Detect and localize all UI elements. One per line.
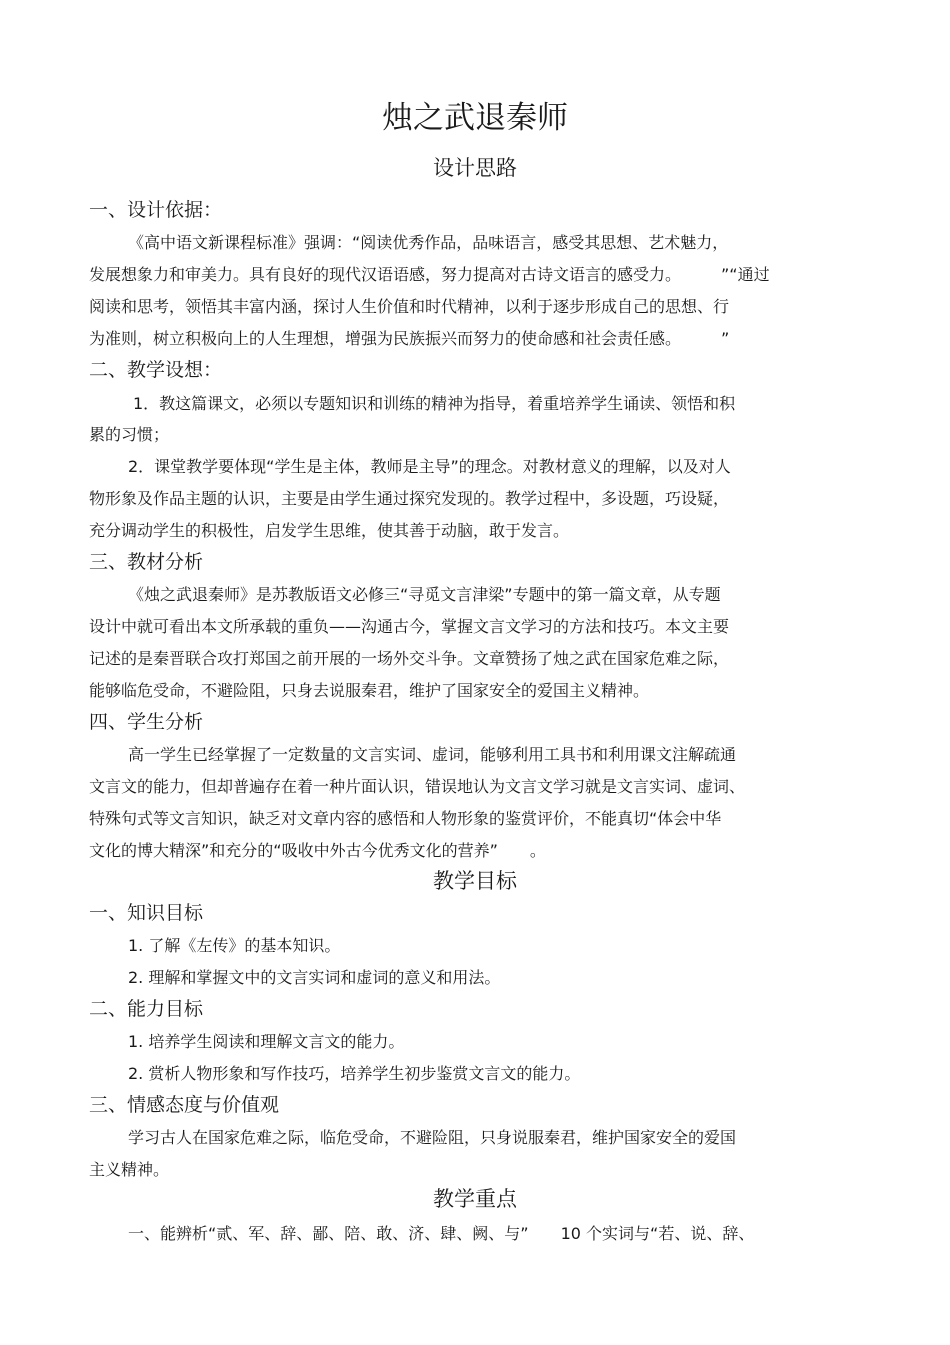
paragraph-line: 充分调动学生的积极性，启发学生思维，使其善于动脑，敢于发言。	[89, 521, 570, 540]
heading-emotion-values: 三、情感态度与价值观	[89, 1094, 280, 1116]
paragraph-line: 文化的博大精深”和充分的“吸收中外古今优秀文化的营养” 。	[89, 841, 546, 860]
paragraph-line: 《高中语文新课程标准》强调：“阅读优秀作品，品味语言，感受其思想、艺术魅力，	[128, 233, 729, 252]
heading-knowledge-goals: 一、知识目标	[89, 902, 204, 924]
paragraph-line: 高一学生已经掌握了一定数量的文言实词、虚词，能够利用工具书和利用课文注解疏通	[128, 745, 737, 764]
paragraph-line: 能够临危受命，不避险阻，只身去说服秦君，维护了国家安全的爱国主义精神。	[89, 681, 650, 700]
paragraph-line: 文言文的能力，但却普遍存在着一种片面认识，错误地认为文言文学习就是文言实词、虚词、	[89, 777, 746, 796]
paragraph-line: 阅读和思考，领悟其丰富内涵，探讨人生价值和时代精神，以利于逐步形成自己的思想、行	[89, 297, 730, 316]
paragraph-line: 1．教这篇课文，必须以专题知识和训练的精神为指导，着重培养学生诵读、领悟和积	[133, 394, 736, 413]
paragraph-line: 一、能辨析“贰、军、辞、鄙、陪、敢、济、肆、阙、与” 10 个实词与“若、说、辞、	[128, 1224, 755, 1243]
list-item: 1. 了解《左传》的基本知识。	[128, 936, 341, 955]
document-title: 烛之武退秦师	[382, 100, 568, 136]
list-item: 1. 培养学生阅读和理解文言文的能力。	[128, 1032, 405, 1051]
paragraph-line: 记述的是秦晋联合攻打郑国之前开展的一场外交斗争。文章赞扬了烛之武在国家危难之际，	[89, 649, 730, 668]
paragraph-line: 特殊句式等文言知识，缺乏对文章内容的感悟和人物形象的鉴赏评价，不能真切“体会中华	[89, 809, 722, 828]
subtitle-design-idea: 设计思路	[433, 156, 517, 180]
paragraph-line: 发展想象力和审美力。具有良好的现代汉语语感，努力提高对古诗文语言的感受力。 ”“通过	[89, 265, 770, 284]
paragraph-line: 《烛之武退秦师》是苏教版语文必修三“寻觅文言津梁”专题中的第一篇文章，从专题	[128, 585, 721, 604]
section-title-key-points: 教学重点	[433, 1187, 517, 1211]
paragraph-line: 为准则，树立积极向上的人生理想，增强为民族振兴而努力的使命感和社会责任感。 ”	[89, 329, 730, 348]
heading-teaching-idea: 二、教学设想：	[89, 359, 223, 381]
paragraph-line: 学习古人在国家危难之际，临危受命，不避险阻，只身说服秦君，维护国家安全的爱国	[128, 1128, 737, 1147]
list-item: 2. 赏析人物形象和写作技巧，培养学生初步鉴赏文言文的能力。	[128, 1064, 581, 1083]
heading-student-analysis: 四、学生分析	[89, 711, 204, 733]
paragraph-line: 物形象及作品主题的认识，主要是由学生通过探究发现的。教学过程中，多设题，巧设疑，	[89, 489, 730, 508]
heading-ability-goals: 二、能力目标	[89, 998, 204, 1020]
list-item: 2. 理解和掌握文中的文言实词和虚词的意义和用法。	[128, 968, 501, 987]
paragraph-line: 2．课堂教学要体现“学生是主体，教师是主导”的理念。对教材意义的理解，以及对人	[128, 457, 731, 476]
paragraph-line: 设计中就可看出本文所承载的重负——沟通古今，掌握文言文学习的方法和技巧。本文主要	[89, 617, 730, 636]
section-title-teaching-goals: 教学目标	[433, 869, 517, 893]
heading-design-basis: 一、设计依据：	[89, 199, 223, 221]
paragraph-line: 累的习惯；	[89, 425, 170, 444]
heading-material-analysis: 三、教材分析	[89, 551, 204, 573]
paragraph-line: 主义精神。	[89, 1160, 170, 1179]
